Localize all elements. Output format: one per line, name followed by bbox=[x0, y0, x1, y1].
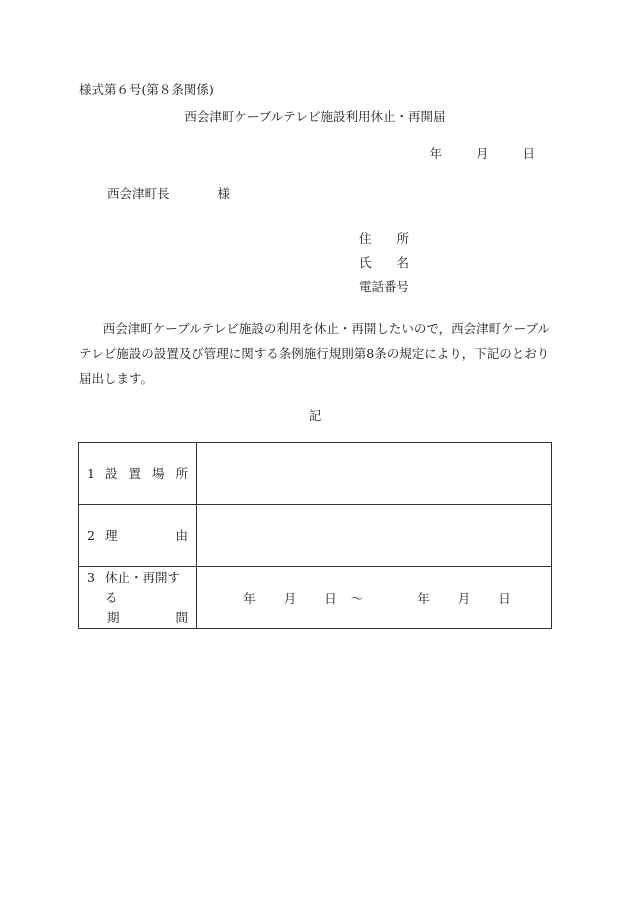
applicant-phone-label: 電話番号 bbox=[359, 279, 410, 294]
details-table bbox=[78, 442, 552, 629]
applicant-name-label: 氏名 bbox=[359, 255, 409, 270]
body-text bbox=[79, 316, 551, 391]
period-field[interactable] bbox=[197, 567, 552, 629]
end-year-label: 年 bbox=[417, 590, 430, 606]
row-number: 2 bbox=[87, 527, 95, 543]
start-month-label: 月 bbox=[283, 590, 297, 606]
period-label-line2: 期間 bbox=[107, 609, 188, 625]
body-paragraph: 西会津町ケーブルテレビ施設の利用を休止・再開したいので，西会津町ケーブルテレビ施設の設置及び管理に関する条例施行規則第8条の規定により，下記のとおり届出します。 bbox=[79, 321, 551, 386]
table-row bbox=[79, 505, 552, 567]
end-month-label: 月 bbox=[457, 590, 471, 606]
period-label-line1: 休止・再開する bbox=[105, 569, 181, 605]
ki-heading: 記 bbox=[308, 408, 322, 423]
date-day-label: 日 bbox=[522, 146, 535, 161]
location-field[interactable] bbox=[197, 443, 552, 505]
end-day-label: 日 bbox=[498, 590, 511, 606]
addressee-honorific: 様 bbox=[217, 186, 231, 201]
reason-label: 理由 bbox=[105, 527, 188, 543]
addressee bbox=[107, 184, 230, 202]
document-title: 西会津町ケーブルテレビ施設利用休止・再開届 bbox=[184, 109, 446, 124]
addressee-name: 西会津町長 bbox=[107, 186, 170, 201]
applicant-address-label: 住所 bbox=[359, 231, 409, 246]
reason-field[interactable] bbox=[197, 505, 552, 567]
location-label: 設置場所 bbox=[105, 465, 188, 481]
start-year-label: 年 bbox=[243, 590, 256, 606]
period-tilde: ～ bbox=[350, 590, 364, 606]
start-day-label: 日 bbox=[324, 590, 337, 606]
reason-label-cell bbox=[79, 505, 197, 567]
period-label-cell bbox=[79, 567, 197, 629]
row-number: 3 bbox=[87, 569, 95, 585]
submission-date bbox=[429, 144, 535, 162]
date-year-label: 年 bbox=[429, 146, 442, 161]
date-month-label: 月 bbox=[475, 146, 489, 161]
form-number: 様式第６号(第８条関係) bbox=[79, 82, 214, 97]
table-row bbox=[79, 443, 552, 505]
row-number: 1 bbox=[87, 465, 95, 481]
table-row bbox=[79, 567, 552, 629]
location-label-cell bbox=[79, 443, 197, 505]
